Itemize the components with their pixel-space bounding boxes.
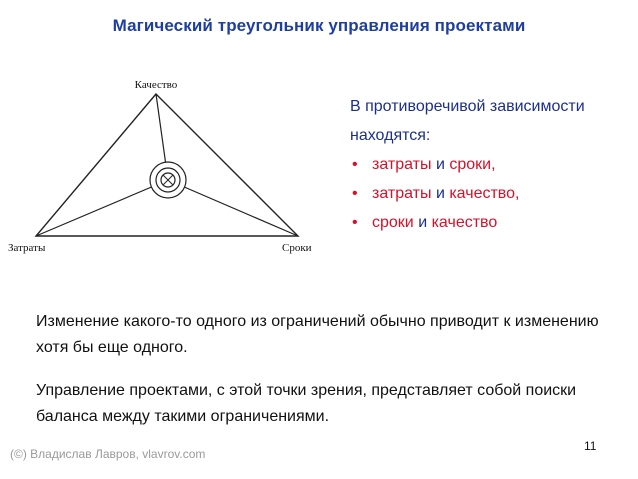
- page-number: 11: [584, 439, 597, 453]
- bullet-term-a: затраты: [372, 185, 432, 202]
- list-item: [350, 179, 630, 208]
- bullet-icon: •: [352, 185, 358, 202]
- bullet-term-a: затраты: [372, 156, 432, 173]
- line-left-center: [36, 180, 168, 236]
- contradiction-list: [350, 150, 630, 237]
- bullet-icon: •: [352, 156, 358, 173]
- bullet-term-a: сроки: [372, 214, 414, 231]
- list-item: [350, 208, 630, 237]
- bullet-icon: •: [352, 214, 358, 231]
- bullet-conjunction: и: [435, 185, 445, 202]
- magic-triangle-diagram: [6, 62, 338, 260]
- copyright-footer: (©) Владислав Лавров, vlavrov.com: [10, 447, 206, 461]
- slide-title: Магический треугольник управления проектами: [112, 16, 526, 35]
- line-right-center: [168, 180, 298, 236]
- contradiction-list-block: [350, 92, 630, 237]
- bullet-punct: ,: [515, 185, 520, 202]
- bullet-punct: ,: [491, 156, 496, 173]
- list-item: [350, 150, 630, 179]
- label-costs: Затраты: [8, 242, 46, 254]
- bullet-term-b: качество: [431, 214, 498, 231]
- intro-line-2: находятся:: [350, 127, 431, 144]
- triangle-svg: [6, 62, 338, 260]
- bullet-conjunction: и: [418, 214, 428, 231]
- label-quality: Качество: [134, 79, 178, 91]
- intro-line-1: В противоречивой зависимости: [350, 98, 585, 115]
- bullet-term-b: сроки: [449, 156, 492, 173]
- paragraph-balance: Управление проектами, с этой точки зрения, представляет собой поиски баланса между такими ограничениями.: [36, 382, 577, 425]
- bullet-conjunction: и: [435, 156, 445, 173]
- paragraph-change-constraints: Изменение какого-то одного из ограничений обычно приводит к изменению хотя бы еще одного.: [36, 313, 599, 356]
- label-time: Сроки: [282, 242, 312, 254]
- bullet-term-b: качество: [449, 185, 516, 202]
